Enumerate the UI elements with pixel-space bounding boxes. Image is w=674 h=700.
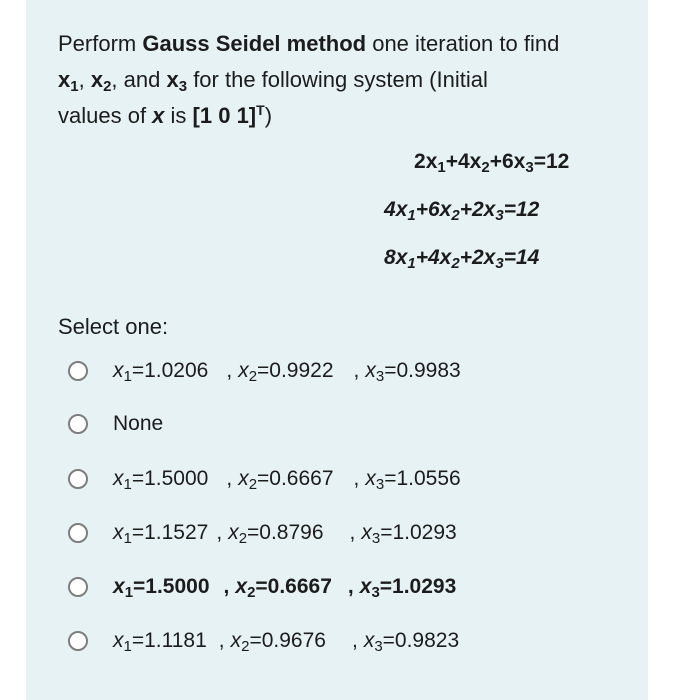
radio-button[interactable] bbox=[68, 631, 88, 651]
option-1[interactable] bbox=[68, 351, 628, 391]
option-label: None bbox=[113, 412, 164, 435]
radio-button[interactable] bbox=[68, 469, 88, 489]
question-line-1: Perform Gauss Seidel method one iteration to find bbox=[58, 31, 560, 56]
option-label: $x_1=1.1181$ , $x_2=0.9676$ , $x_3=0.9823$ bbox=[113, 629, 460, 655]
option-4[interactable] bbox=[68, 513, 628, 553]
option-6[interactable] bbox=[68, 621, 628, 661]
equation-2: $4x_1+6x_2+2x_3=12$ bbox=[384, 198, 540, 224]
option-label: $x_1=1.1527$ , $x_2=0.8796$ , $x_3=1.0293$ bbox=[113, 521, 457, 547]
question-text bbox=[58, 26, 638, 134]
radio-button[interactable] bbox=[68, 414, 88, 434]
option-5[interactable] bbox=[68, 567, 628, 607]
radio-button[interactable] bbox=[68, 577, 88, 597]
radio-button[interactable] bbox=[68, 361, 88, 381]
option-label: $x_1=1.0206$ , $x_2=0.9922$ , $x_3=0.9983$ bbox=[113, 359, 461, 385]
question-line-2: $x_1$, $x_2$, and $x_3$ for the following system (Initial bbox=[58, 67, 488, 95]
option-3[interactable] bbox=[68, 459, 628, 499]
option-2[interactable] bbox=[68, 404, 628, 444]
question-line-3: values of x is [1 0 1]$^T$) bbox=[58, 102, 273, 128]
option-label: $x_1=1.5000$ , $x_2=0.6667$ , $x_3=1.0556$ bbox=[113, 467, 461, 493]
radio-button[interactable] bbox=[68, 523, 88, 543]
equation-3: $8x_1+4x_2+2x_3=14$ bbox=[384, 246, 540, 272]
equation-1: $2x_1+4x_2+6x_3=12$ bbox=[414, 150, 570, 176]
option-label: $x_1=1.5000$ , $x_2=0.6667$ , $x_3=1.0293$ bbox=[113, 575, 457, 601]
select-one-label: Select one: bbox=[58, 314, 169, 339]
